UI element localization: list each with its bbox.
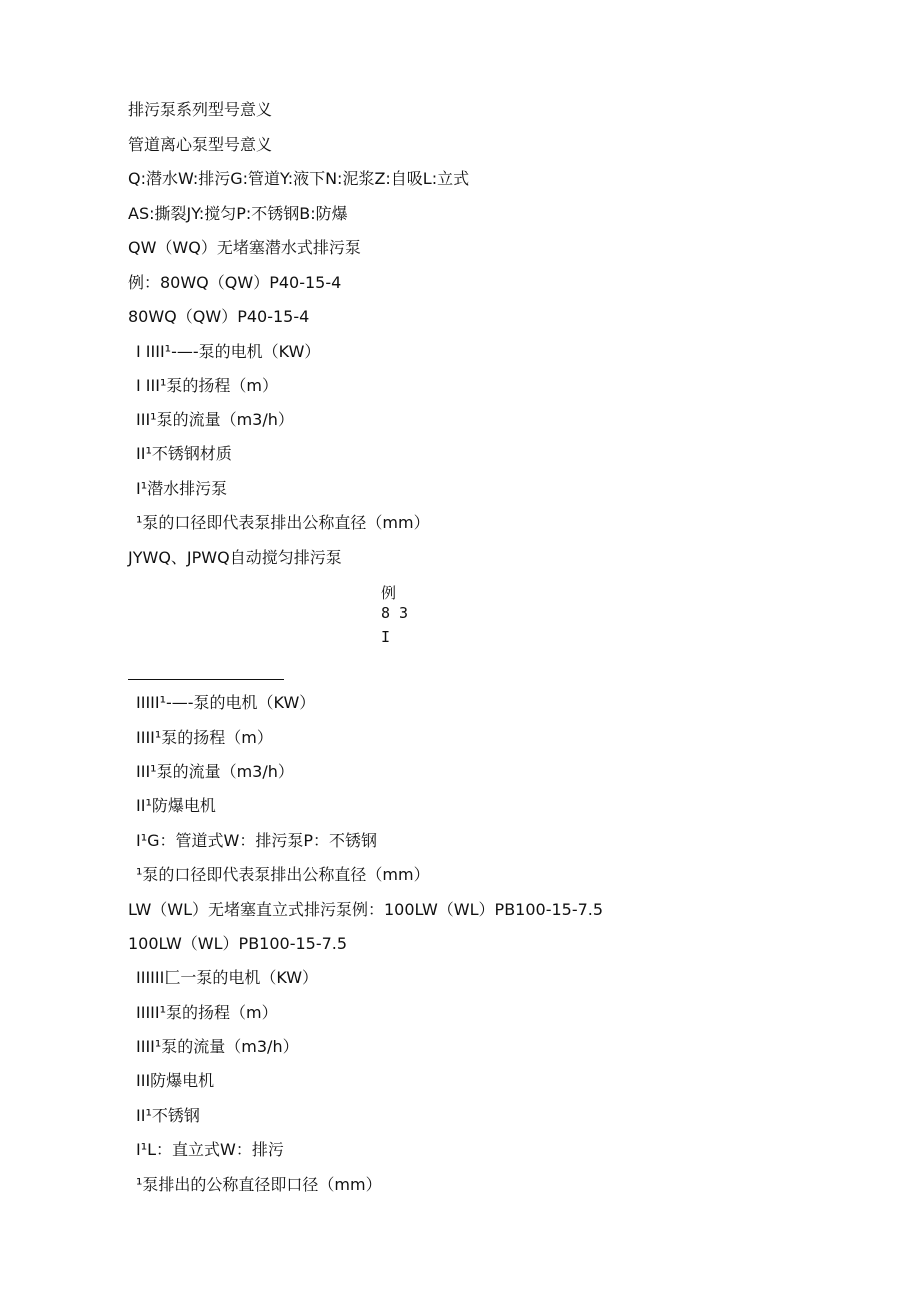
doc-line: QW（WQ）无堵塞潜水式排污泵 [128, 238, 361, 257]
doc-line: IIIII¹泵的扬程（m） [136, 1003, 278, 1022]
doc-line: 管道离心泵型号意义 [128, 135, 273, 154]
doc-line: IIII¹泵的流量（m3/h） [136, 1037, 299, 1056]
doc-line: 排污泵系列型号意义 [128, 100, 273, 119]
doc-line: Q:潜水W:排污G:管道Y:液下N:泥浆Z:自吸L:立式 [128, 169, 470, 188]
doc-line: II¹不锈钢材质 [136, 444, 232, 463]
doc-line: II¹不锈钢 [136, 1106, 200, 1125]
doc-line: III¹泵的流量（m3/h） [136, 410, 294, 429]
doc-line: ¹泵的口径即代表泵排出公称直径（mm） [136, 513, 430, 532]
doc-line: I IIII¹-—-泵的电机（KW） [136, 342, 321, 361]
horizontal-rule [128, 679, 284, 680]
doc-line: I¹G：管道式W：排污泵P：不锈钢 [136, 831, 378, 850]
doc-line: IIII¹泵的扬程（m） [136, 728, 273, 747]
doc-line: I¹L：直立式W：排污 [136, 1140, 284, 1159]
doc-line: IIIIII匚一泵的电机（KW） [136, 968, 319, 987]
doc-line: II¹防爆电机 [136, 796, 216, 815]
doc-line: ¹泵的口径即代表泵排出公称直径（mm） [136, 865, 430, 884]
doc-line: ¹泵排出的公称直径即口径（mm） [136, 1175, 382, 1194]
doc-line: I III¹泵的扬程（m） [136, 376, 278, 395]
example-label: 例 [381, 584, 397, 602]
doc-line: III¹泵的流量（m3/h） [136, 762, 294, 781]
doc-line: LW（WL）无堵塞直立式排污泵例：100LW（WL）PB100-15-7.5 [128, 900, 604, 919]
doc-line: IIIII¹-—-泵的电机（KW） [136, 693, 316, 712]
doc-line: 例：80WQ（QW）P40-15-4 [128, 273, 342, 292]
doc-line: III防爆电机 [136, 1071, 215, 1090]
doc-line: 80WQ（QW）P40-15-4 [128, 307, 310, 326]
example-digits: 8 3 [381, 604, 409, 622]
doc-line: 100LW（WL）PB100-15-7.5 [128, 934, 348, 953]
doc-line: I¹潜水排污泵 [136, 479, 228, 498]
doc-line: JYWQ、JPWQ自动搅匀排污泵 [128, 548, 342, 567]
doc-line: AS:撕裂JY:搅匀P:不锈钢B:防爆 [128, 204, 348, 223]
example-marker: I [381, 628, 391, 646]
